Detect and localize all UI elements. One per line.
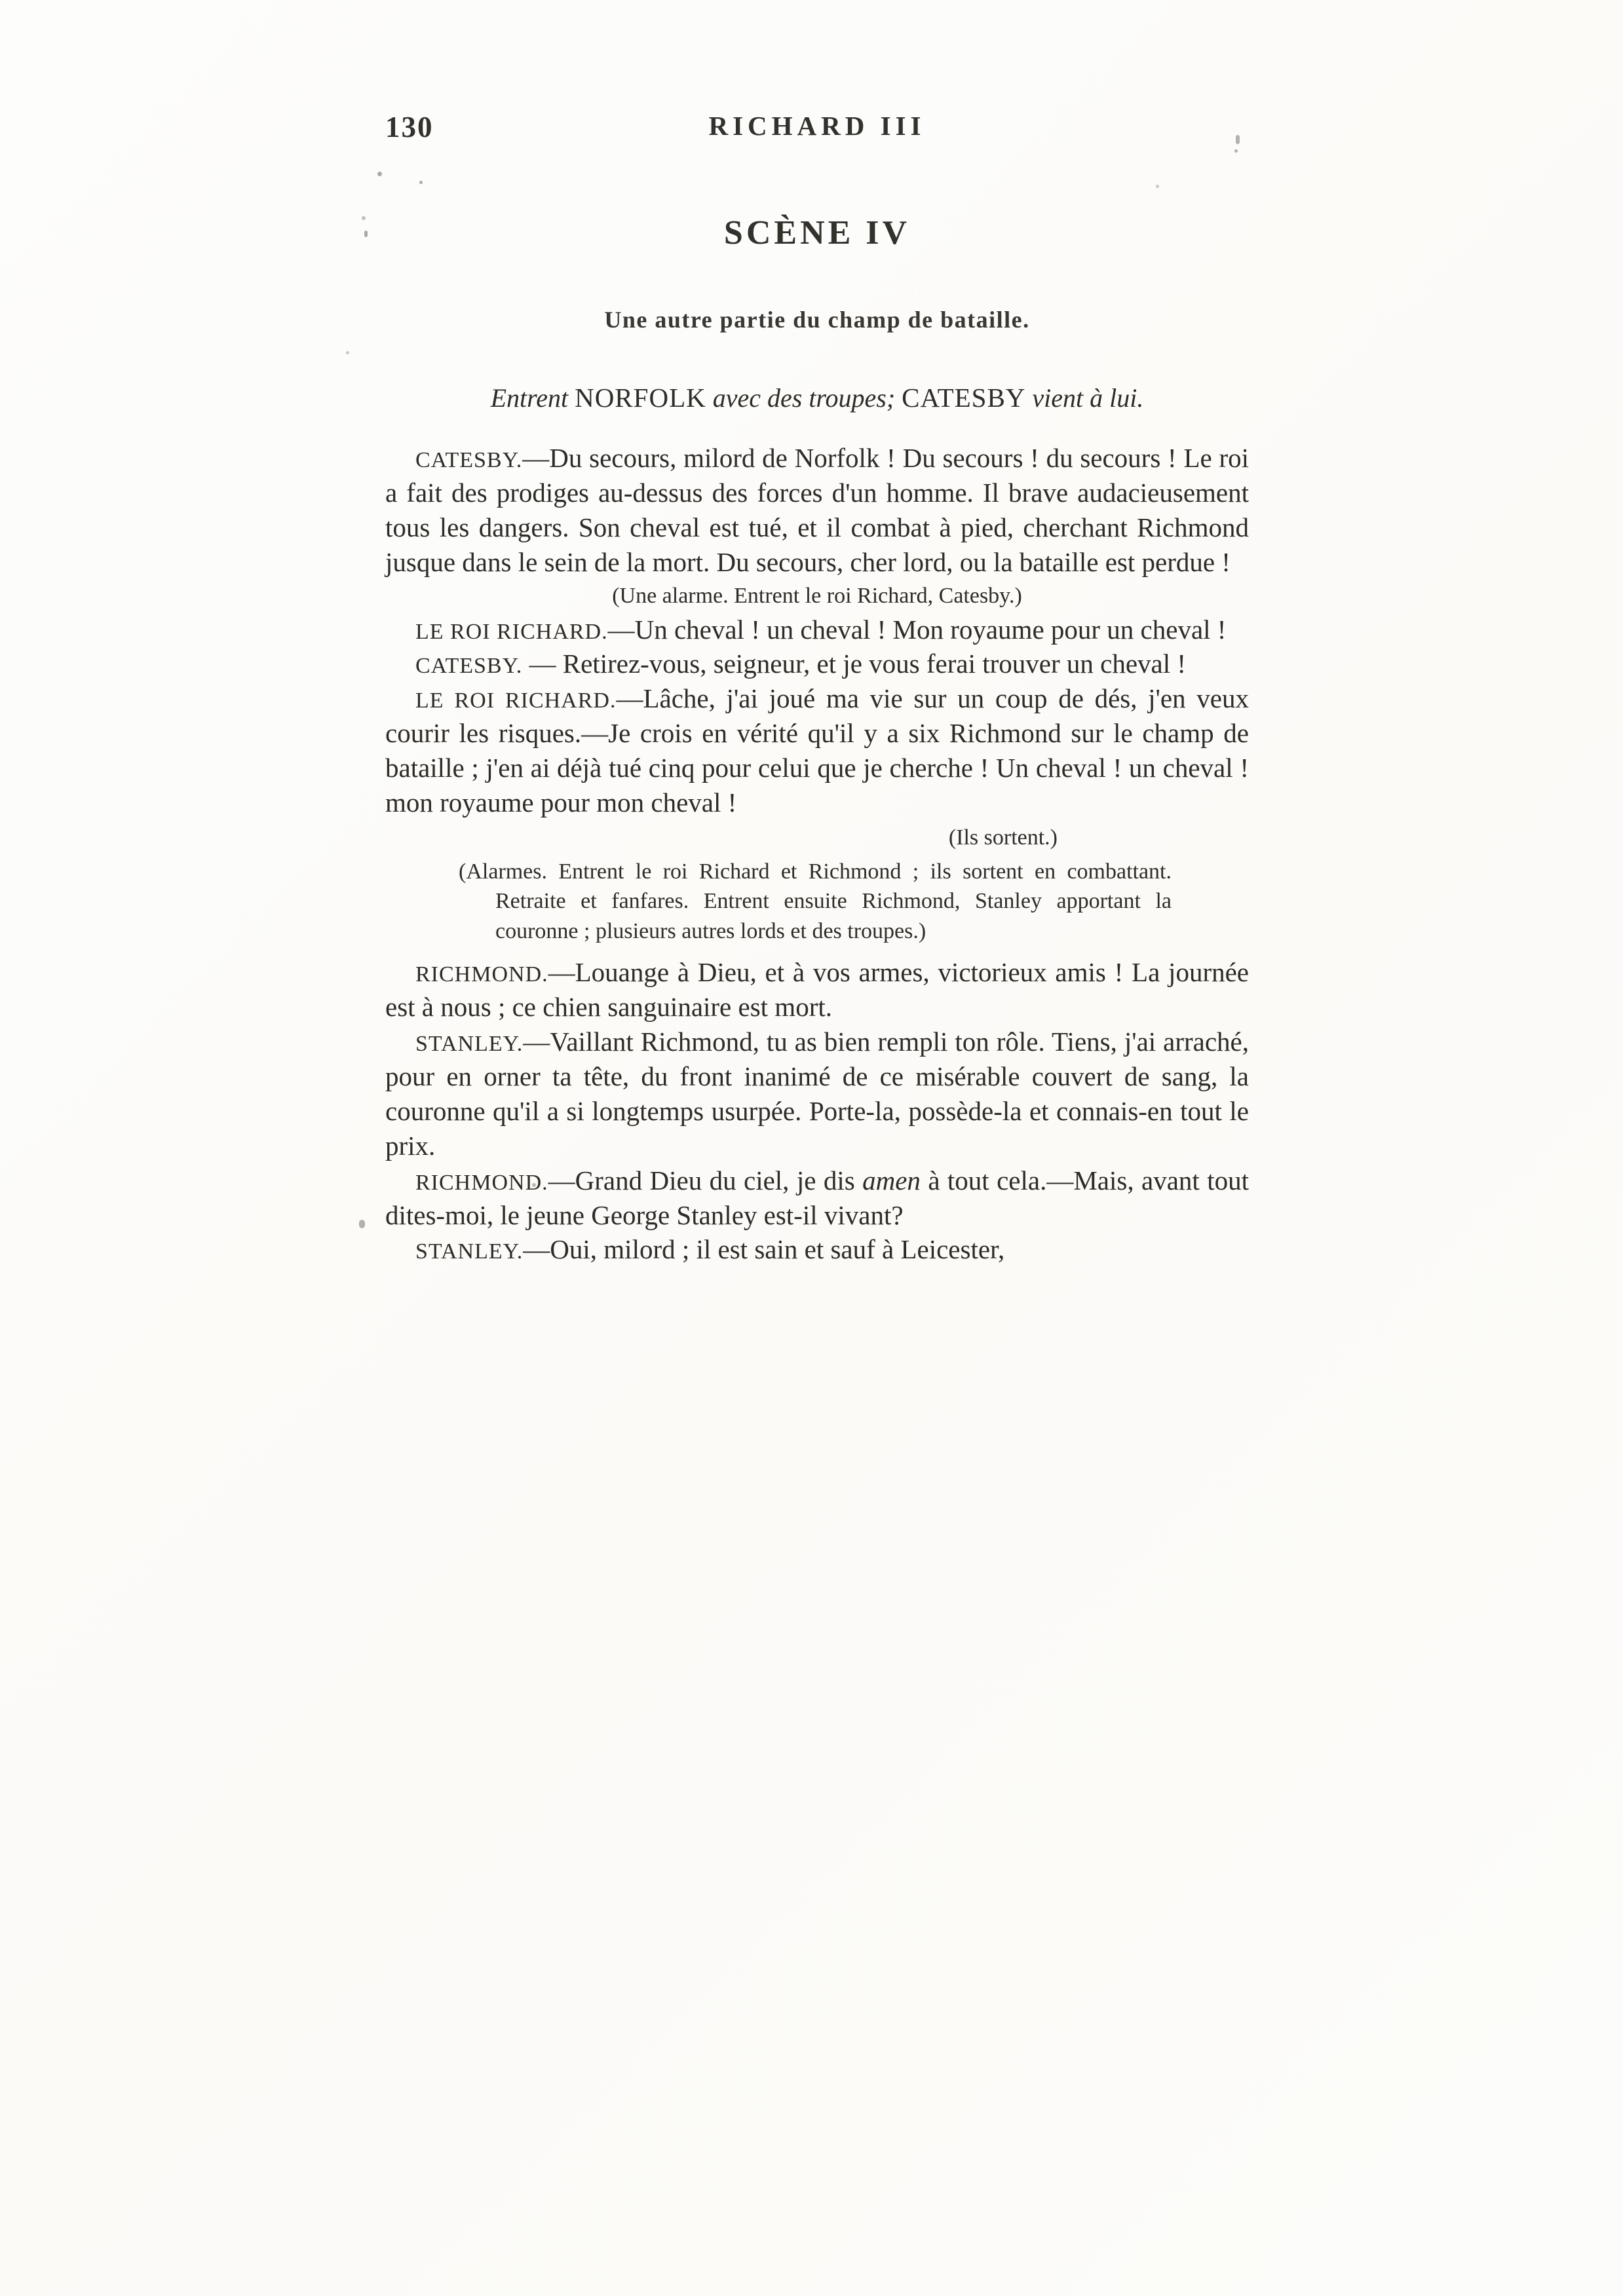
dialogue-catesby-2 [385, 647, 1249, 681]
speech-text-italic: amen [862, 1165, 921, 1195]
stage-direction-alarm: (Une alarme. Entrent le roi Richard, Catesby.) [612, 583, 1022, 608]
character-name-catesby: CATESBY [902, 383, 1026, 413]
speech-text: —Grand Dieu du ciel, je dis [548, 1165, 863, 1195]
speaker-label: LE ROI RICHARD. [415, 619, 608, 644]
speech-text: à tout cela.—Mais, avant tout dites-moi, le jeune George Stanley est-il vivant? [385, 1165, 1249, 1230]
dialogue-stanley-2 [385, 1232, 1249, 1267]
opening-stage-direction [385, 382, 1249, 413]
scan-speck [346, 351, 349, 354]
running-title: RICHARD III [708, 111, 926, 141]
speech-text: —Louange à Dieu, et à vos armes, victorieux amis ! La journée est à nous ; ce chien sanguinaire est mort. [385, 957, 1249, 1023]
speech-text: — Retirez-vous, seigneur, et je vous ferai trouver un cheval ! [522, 649, 1187, 679]
speaker-label: STANLEY. [415, 1239, 524, 1264]
scan-speck [364, 231, 368, 237]
page-number: 130 [385, 111, 434, 143]
speech-text: —Un cheval ! un cheval ! Mon royaume pour un cheval ! [607, 614, 1227, 645]
dialogue-richard-2 [385, 681, 1249, 820]
speaker-label: CATESBY. [415, 654, 523, 679]
dialogue-richard-1 [385, 612, 1249, 647]
scan-speck [359, 1220, 365, 1228]
direction-text: Entrent [490, 383, 575, 413]
speaker-label: CATESBY. [415, 448, 523, 472]
scene-title: SCÈNE IV [723, 214, 911, 252]
dialogue-richmond-1 [385, 955, 1249, 1025]
speech-text: —Vaillant Richmond, tu as bien rempli ton rôle. Tiens, j'ai arraché, pour en orner ta tête, du front inanimé de ce misérable couvert de sang, la couronne qu'il a si longtemps usurpée. Porte-la, possède-la et connais-en tout le prix. [385, 1026, 1249, 1161]
character-name-norfolk: NORFOLK [575, 383, 706, 413]
dialogue-richmond-2 [385, 1163, 1249, 1233]
scan-speck [377, 172, 382, 176]
speaker-label: RICHMOND. [415, 962, 548, 987]
page-header [385, 110, 1249, 149]
stage-direction-exeunt: (Ils sortent.) [948, 825, 1058, 850]
speech-text: —Lâche, j'ai joué ma vie sur un coup de dés, j'en veux courir les risques.—Je crois en vérité qu'il y a six Richmond sur le champ de bataille ; j'en ai déjà tué cinq pour celui que je cherche ! Un cheval ! un cheval ! mon royaume pour mon cheval ! [385, 683, 1250, 818]
direction-text: avec des troupes; [706, 383, 902, 413]
speaker-label: RICHMOND. [415, 1170, 548, 1195]
speech-text: —Oui, milord ; il est sain et sauf à Leicester, [523, 1234, 1005, 1265]
dialogue-catesby-1 [385, 441, 1249, 580]
speaker-label: STANLEY. [415, 1032, 524, 1057]
scan-speck [362, 216, 366, 220]
stage-direction-battle: (Alarmes. Entrent le roi Richard et Richmond ; ils sortent en combattant. Retraite et fanfares. Entrent ensuite Richmond, Stanley apportant la couronne ; plusieurs autres lords et des troupes.) [459, 859, 1172, 943]
dialogue-stanley-1 [385, 1025, 1249, 1163]
direction-text: vient à lui. [1025, 383, 1144, 413]
speech-text: —Du secours, milord de Norfolk ! Du secours ! du secours ! Le roi a fait des prodiges au-dessus des forces d'un homme. Il brave audacieusement tous les dangers. Son cheval est tué, et il combat à pied, cherchant Richmond jusque dans le sein de la mort. Du secours, cher lord, ou la bataille est perdue ! [385, 443, 1249, 577]
scene-setting: Une autre partie du champ de bataille. [604, 307, 1030, 333]
speaker-label: LE ROI RICHARD. [415, 688, 617, 713]
text-block [385, 110, 1249, 1267]
